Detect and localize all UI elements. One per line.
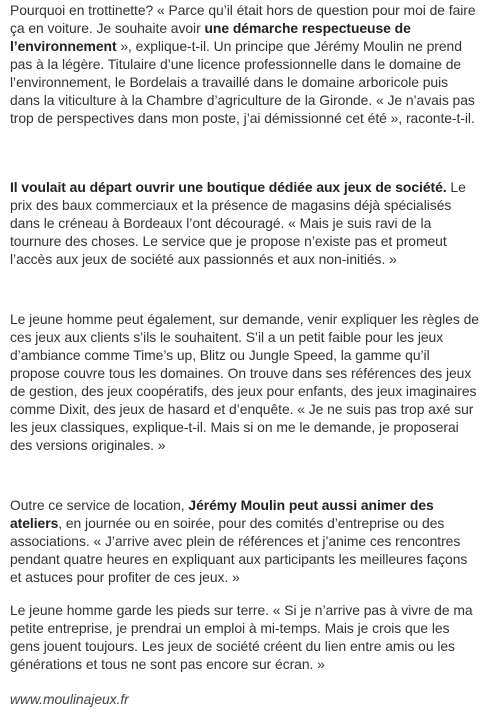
- bold-phrase: Jérémy Moulin peut aussi animer des ateliers: [10, 497, 434, 531]
- source-link[interactable]: www.moulinajeux.fr: [10, 691, 129, 707]
- bold-phrase: Il voulait au départ ouvrir une boutique dédiée aux jeux de société.: [10, 179, 447, 195]
- paragraph-boutique: [10, 178, 480, 268]
- paragraph-text: », explique-t-il. Un principe que Jérémy Moulin ne prend pas à la légère. Titulaire d’une licence professionnelle dans le domaine de l’environnement, le Bordelais a travaillé dans le domaine arboricole puis dans la viticulture à la Chambre d’agriculture de la Gironde. « Je n’avais pas trop de perspectives dans mon poste, j’ai démissionné cet été », raconte-t-il.: [10, 38, 475, 126]
- paragraph-text: , en journée ou en soirée, pour des comités d’entreprise ou des associations. « J’arrive avec plein de références et j’anime ces rencontres pendant quatre heures en expliquant aux participants les meilleures façons et astuces pour profiter de ces jeux. »: [10, 515, 468, 585]
- bold-phrase: une démarche respectueuse de l’environnement: [10, 20, 411, 54]
- paragraph-text: Le prix des baux commerciaux et la présence de magasins déjà spécialisés dans le créneau à Bordeaux l’ont découragé. « Mais je suis ravi de la tournure des choses. Le service que je propose n’existe pas et promeut l’accès aux jeux de société aux passionnés et aux non-initiés. »: [10, 179, 466, 267]
- paragraph-regles: Le jeune homme peut également, sur demande, venir expliquer les règles de ces jeux aux clients s’ils le souhaitent. S’il a un petit faible pour les jeux d’ambiance comme Time’s up, Blitz ou Jungle Speed, la gamme qu’il propose couvre tous les domaines. On trouve dans ses références des jeux de gestion, des jeux coopératifs, des jeux pour enfants, des jeux imaginaires comme Dixit, des jeux de hasard et d’enquête. « Je ne suis pas trop axé sur les jeux classiques, explique-t-il. Mais si on me le demande, je proposerai des versions originales. »: [10, 311, 479, 453]
- paragraph-text: Outre ce service de location,: [10, 497, 189, 513]
- paragraph-trottinette: [10, 1, 480, 127]
- paragraph-pieds-sur-terre: Le jeune homme garde les pieds sur terre. « Si je n’arrive pas à vivre de ma petite entreprise, je prendrai un emploi à mi-temps. Mais je crois que les gens jouent toujours. Les jeux de société créent du lien entre amis ou les générations et tous ne sont pas encore sur écran. »: [10, 602, 473, 672]
- paragraph-text: Pourquoi en trottinette? « Parce qu’il était hors de question pour moi de faire ça en voiture. Je souhaite avoir: [10, 2, 476, 36]
- paragraph-ateliers: [10, 496, 480, 586]
